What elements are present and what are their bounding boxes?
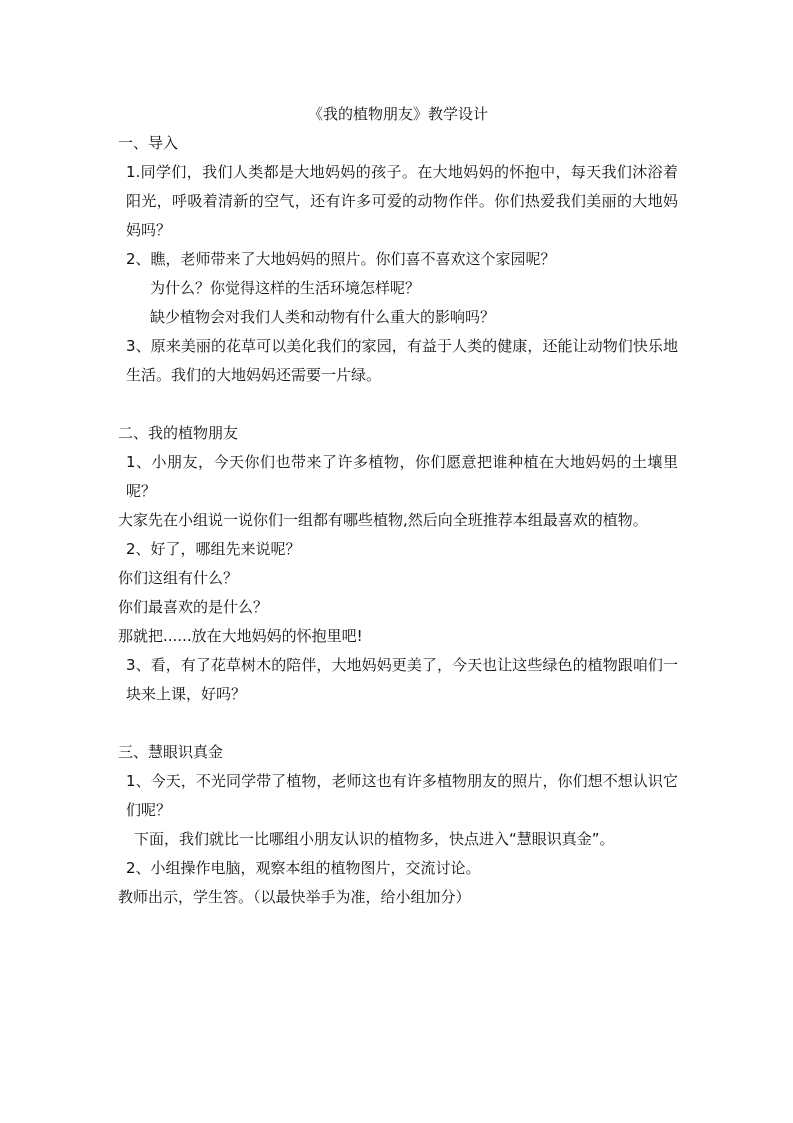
sharp-eyes-paragraph-1: 1、今天，不光同学带了植物，老师这也有许多植物朋友的照片，你们想不想认识它们呢？ <box>126 772 678 819</box>
sharp-eyes-instruction: 下面，我们就比一比哪组小朋友认识的植物多，快点进入“慧眼识真金”。 <box>134 830 615 848</box>
spacer <box>118 390 678 419</box>
intro-question-2: 缺少植物会对我们人类和动物有什么重大的影响吗？ <box>150 308 496 326</box>
plant-friends-paragraph-2: 2、好了，哪组先来说呢？ <box>126 540 301 558</box>
sharp-eyes-paragraph-3: 教师出示，学生答。（以最快举手为准，给小组加分） <box>118 888 471 906</box>
spacer <box>118 709 678 738</box>
intro-question-1: 为什么？你觉得这样的生活环境怎样呢？ <box>150 279 421 297</box>
plant-friends-paragraph-1: 1、小朋友，今天你们也带来了许多植物，你们愿意把谁种植在大地妈妈的土壤里呢？ <box>126 453 678 500</box>
plant-friends-question-2: 你们最喜欢的是什么？ <box>118 598 269 616</box>
plant-friends-question-1: 你们这组有什么？ <box>118 569 239 587</box>
document-body <box>118 100 678 912</box>
document-title: 《我的植物朋友》教学设计 <box>307 105 488 123</box>
plant-friends-paragraph-3: 3、看，有了花草树木的陪伴，大地妈妈更美了，今天也让这些绿色的植物跟咱们一块来上课，好吗？ <box>126 656 678 703</box>
section-heading-plant-friends: 二、我的植物朋友 <box>118 424 239 442</box>
intro-paragraph-1: 1.同学们，我们人类都是大地妈妈的孩子。在大地妈妈的怀抱中，每天我们沐浴着阳光，呼吸着清新的空气，还有许多可爱的动物作伴。你们热爱我们美丽的大地妈妈吗？ <box>126 163 678 239</box>
plant-friends-statement: 那就把......放在大地妈妈的怀抱里吧! <box>118 627 363 645</box>
intro-paragraph-3: 3、原来美丽的花草可以美化我们的家园，有益于人类的健康，还能让动物们快乐地生活。我们的大地妈妈还需要一片绿。 <box>126 337 678 384</box>
plant-friends-instruction: 大家先在小组说一说你们一组都有哪些植物,然后向全班推荐本组最喜欢的植物。 <box>118 511 648 529</box>
sharp-eyes-paragraph-2: 2、小组操作电脑，观察本组的植物图片，交流讨论。 <box>126 859 481 877</box>
section-heading-intro: 一、导入 <box>118 134 179 152</box>
intro-paragraph-2: 2、瞧，老师带来了大地妈妈的照片。你们喜不喜欢这个家园呢？ <box>126 250 556 268</box>
section-heading-sharp-eyes: 三、慧眼识真金 <box>118 743 224 761</box>
